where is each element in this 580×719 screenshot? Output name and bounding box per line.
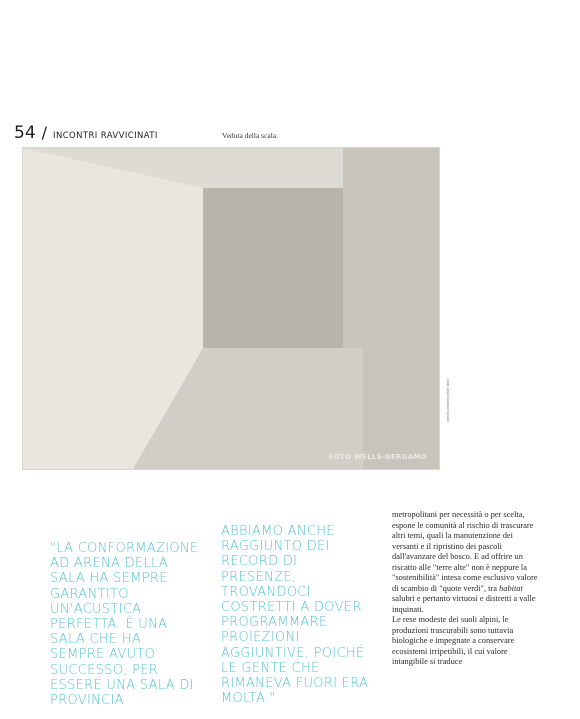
body-emphasis-habitat: habitat	[499, 583, 523, 593]
photo-credit: (small rotated credit text)	[446, 378, 450, 422]
photo-placeholder-shapes	[23, 148, 439, 469]
body-paragraph-1	[392, 510, 540, 615]
photo-caption: Veduta della scala.	[222, 131, 279, 140]
header-separator: /	[41, 123, 48, 142]
body-paragraph-2: Le rese modeste dei suoli alpini, le produzioni trascurabili sono tuttavia biologiche e impegnate a conservare ecosistemi irripetibili, il cui valore intangibile si traduce	[392, 615, 515, 666]
section-title: INCONTRI RAVVICINATI	[53, 131, 158, 141]
body-paragraph-1-part-b: salubri e pertanto virtuosi e distretti a valle inquinati.	[392, 594, 536, 614]
body-text	[392, 510, 540, 668]
pull-quote-right: ABBIAMO ANCHE RAGGIUNTO DEI RECORD DI PRESENZE, TROVANDOCI COSTRETTI A DOVER PROGRAMMARE PROIEZIONI AGGIUNTIVE, POICHÉ LE GENTE CHE RIMANEVA FUORI ERA MOLTA."	[221, 524, 369, 707]
page-number: 54	[14, 123, 36, 143]
page-header	[14, 123, 158, 143]
photo-placeholder	[22, 147, 440, 470]
body-paragraph-1-part-a: metropolitani per necessità o per scelta, espone le comunità al rischio di trascurare altri temi, quali la manutenzione dei versanti e il ripristino dei pascoli dall'avanzare del bosco. E ad offrire un riscatto alle "terre alte" non è neppure la "sostenibilità" intesa come esclusivo valore di scambio di "quote verdi", tra	[392, 510, 538, 593]
pull-quote-left: "LA CONFORMAZIONE AD ARENA DELLA SALA HA SEMPRE GARANTITO UN'ACUSTICA PERFETTA. È UNA SALA CHE HA SEMPRE AVUTO SUCCESSO, PER ESSERE UNA SALA DI PROVINCIA	[50, 541, 199, 709]
photo-tone-center	[203, 188, 343, 348]
photo-watermark: FOTO WELLS-BERGAMO	[328, 453, 427, 461]
